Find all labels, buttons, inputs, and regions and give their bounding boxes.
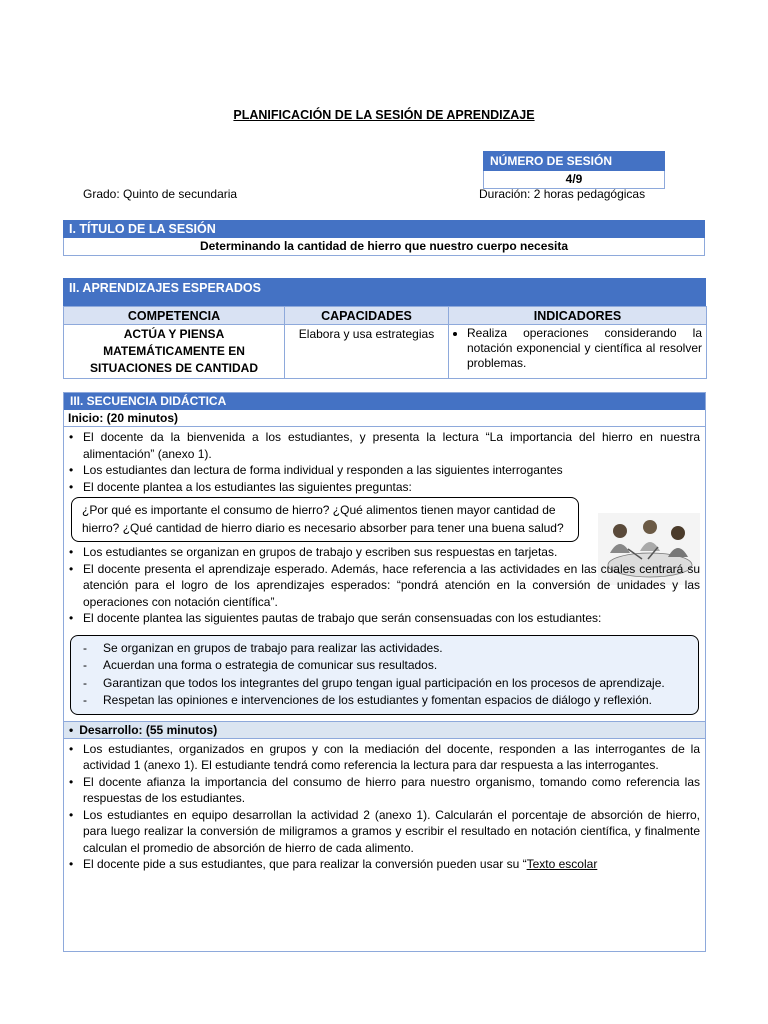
list-item: • Los estudiantes, organizados en grupos y con la mediación del docente, responden a las interrogantes de la actividad 1 (anexo 1). El estudiante tendrá como referencia la lectura para dar respuesta a las interrogantes. xyxy=(69,741,700,774)
work-rules-box xyxy=(70,635,699,715)
rule-item: - Garantizan que todos los integrantes del grupo tengan igual participación en los procesos de aprendizaje. xyxy=(81,675,690,693)
desarrollo-row xyxy=(64,721,705,739)
list-item: • Los estudiantes en equipo desarrollan la actividad 2 (anexo 1). Calcularán el porcentaje de absorción de hierro, para luego realizar la conversión de miligramos a gramos y escribir el resultado en notación científica, y finalmente calculan el promedio de absorción de hierro de cada alimento. xyxy=(69,807,700,857)
list-item: • El docente afianza la importancia del consumo de hierro para nuestro organismo, tomando como referencia las respuestas de los estudiantes. xyxy=(69,774,700,807)
list-item: • El docente plantea las siguientes pautas de trabajo que serán consensuadas con los estudiantes: xyxy=(69,610,700,627)
list-item: • Los estudiantes se organizan en grupos de trabajo y escriben sus respuestas en tarjetas. xyxy=(69,544,700,561)
column-header-competencia: COMPETENCIA xyxy=(64,307,285,325)
session-number-label: NÚMERO DE SESIÓN xyxy=(483,151,665,171)
section2-header: II. APRENDIZAJES ESPERADOS xyxy=(63,278,706,306)
inicio-label: Inicio: (20 minutos) xyxy=(64,410,705,427)
grade-label: Grado: Quinto de secundaria xyxy=(83,187,238,201)
competencia-cell: ACTÚA Y PIENSA MATEMÁTICAMENTE EN SITUACIONES DE CANTIDAD xyxy=(64,325,285,379)
rule-item: - Acuerdan una forma o estrategia de comunicar sus resultados. xyxy=(81,657,690,675)
section-expected-learning xyxy=(63,278,706,379)
session-number-value: 4/9 xyxy=(483,171,665,189)
last-item-text: El docente pide a sus estudiantes, que para realizar la conversión pueden usar su “ xyxy=(83,857,527,871)
column-header-indicadores: INDICADORES xyxy=(449,307,707,325)
bullet: • xyxy=(69,722,74,737)
list-item: • El docente da la bienvenida a los estudiantes, y presenta la lectura “La importancia del hierro en nuestra alimentación” (anexo 1). xyxy=(69,429,700,462)
list-item: • Los estudiantes dan lectura de forma individual y responden a las siguientes interrogantes xyxy=(69,462,700,479)
section-didactic-sequence xyxy=(63,392,706,952)
document-title: PLANIFICACIÓN DE LA SESIÓN DE APRENDIZAJE xyxy=(233,108,535,122)
column-header-capacidades: CAPACIDADES xyxy=(285,307,449,325)
list-item: • El docente presenta el aprendizaje esperado. Además, hace referencia a las actividades en las cuales centrará su atención para el logro de los aprendizajes esperados: “pondrá atención en la conversión de unidades y las operaciones con notación científica”. xyxy=(69,561,700,611)
inicio-block xyxy=(64,427,705,629)
questions-box: ¿Por qué es importante el consumo de hierro? ¿Qué alimentos tienen mayor cantidad de hierro? ¿Qué cantidad de hierro diario es necesario absorber para tener una buena salud? xyxy=(71,497,579,542)
desarrollo-block xyxy=(64,739,705,875)
list-item xyxy=(69,856,700,873)
rule-item: - Se organizan en grupos de trabajo para realizar las actividades. xyxy=(81,640,690,658)
expected-learning-table xyxy=(63,306,707,379)
rule-item: - Respetan las opiniones e intervenciones de los estudiantes y fomentan espacios de diálogo y reflexión. xyxy=(81,692,690,710)
session-title: Determinando la cantidad de hierro que nuestro cuerpo necesita xyxy=(63,238,705,256)
section-session-title xyxy=(63,220,705,256)
textbook-link[interactable]: Texto escolar xyxy=(526,857,598,871)
list-item: • El docente plantea a los estudiantes las siguientes preguntas: xyxy=(69,479,700,496)
duration-label: Duración: 2 horas pedagógicas xyxy=(479,187,646,201)
indicator-item: • Realiza operaciones considerando la notación exponencial y científica al resolver problemas. xyxy=(467,326,702,371)
capacidades-cell: Elabora y usa estrategias xyxy=(285,325,449,379)
section1-header: I. TÍTULO DE LA SESIÓN xyxy=(63,220,705,238)
section3-header: III. SECUENCIA DIDÁCTICA xyxy=(64,393,705,410)
desarrollo-label: Desarrollo: (55 minutos) xyxy=(79,722,218,737)
indicadores-cell xyxy=(449,325,707,379)
session-number-box xyxy=(483,151,665,189)
